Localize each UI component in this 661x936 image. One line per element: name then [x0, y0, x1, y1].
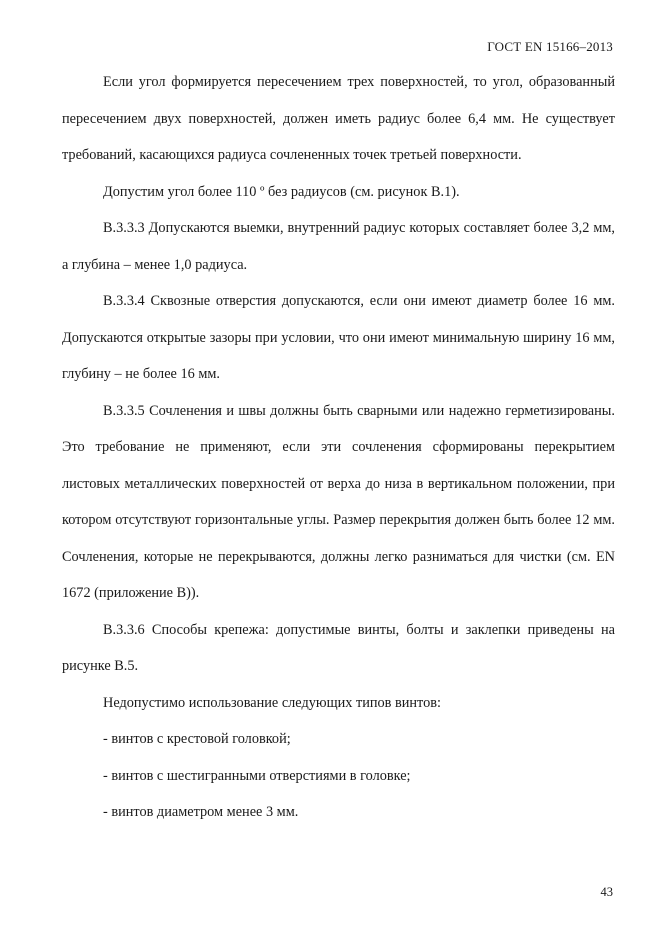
paragraph-b3-3-5: В.3.3.5 Сочленения и швы должны быть сварными или надежно герметизированы. Это требование не применяют, если эти сочленения сформированы перекрытием листовых металлических поверхностей от верха до низа в вертикальном положении, при котором отсутствуют горизонтальные углы. Размер перекрытия должен быть более 12 мм. Сочленения, которые не перекрываются, должны легко разниматься для чистки (см. EN 1672 (приложение В)). — [62, 402, 615, 601]
list-item: - винтов с шестигранными отверстиями в головке; — [103, 767, 411, 784]
paragraph-b3-3-6: В.3.3.6 Способы крепежа: допустимые винты, болты и заклепки приведены на рисунке В.5. — [62, 621, 615, 674]
paragraph-angle-radius: Если угол формируется пересечением трех поверхностей, то угол, образованный пересечением двух поверхностей, должен иметь радиус более 6,4 мм. Не существует требований, касающихся радиуса сочлененных точек третьей поверхности. — [62, 74, 615, 163]
document-body — [62, 64, 615, 831]
paragraph-b3-3-3: В.3.3.3 Допускаются выемки, внутренний радиус которых составляет более 3,2 мм, а глубина – менее 1,0 радиуса. — [62, 220, 615, 273]
list-item: - винтов диаметром менее 3 мм. — [103, 804, 299, 820]
page-number: 43 — [600, 885, 613, 899]
paragraph-screws-intro: Недопустимо использование следующих типов винтов: — [103, 694, 441, 711]
document-code-header: ГОСТ EN 15166–2013 — [487, 39, 613, 54]
list-item: - винтов с крестовой головкой; — [103, 731, 291, 747]
paragraph-b3-3-4: В.3.3.4 Сквозные отверстия допускаются, если они имеют диаметр более 16 мм. Допускаются открытые зазоры при условии, что они имеют минимальную ширину 16 мм, глубину – не более 16 мм. — [62, 293, 615, 382]
paragraph-angle-allowed: Допустим угол более 110 º без радиусов (см. рисунок В.1). — [103, 183, 460, 200]
